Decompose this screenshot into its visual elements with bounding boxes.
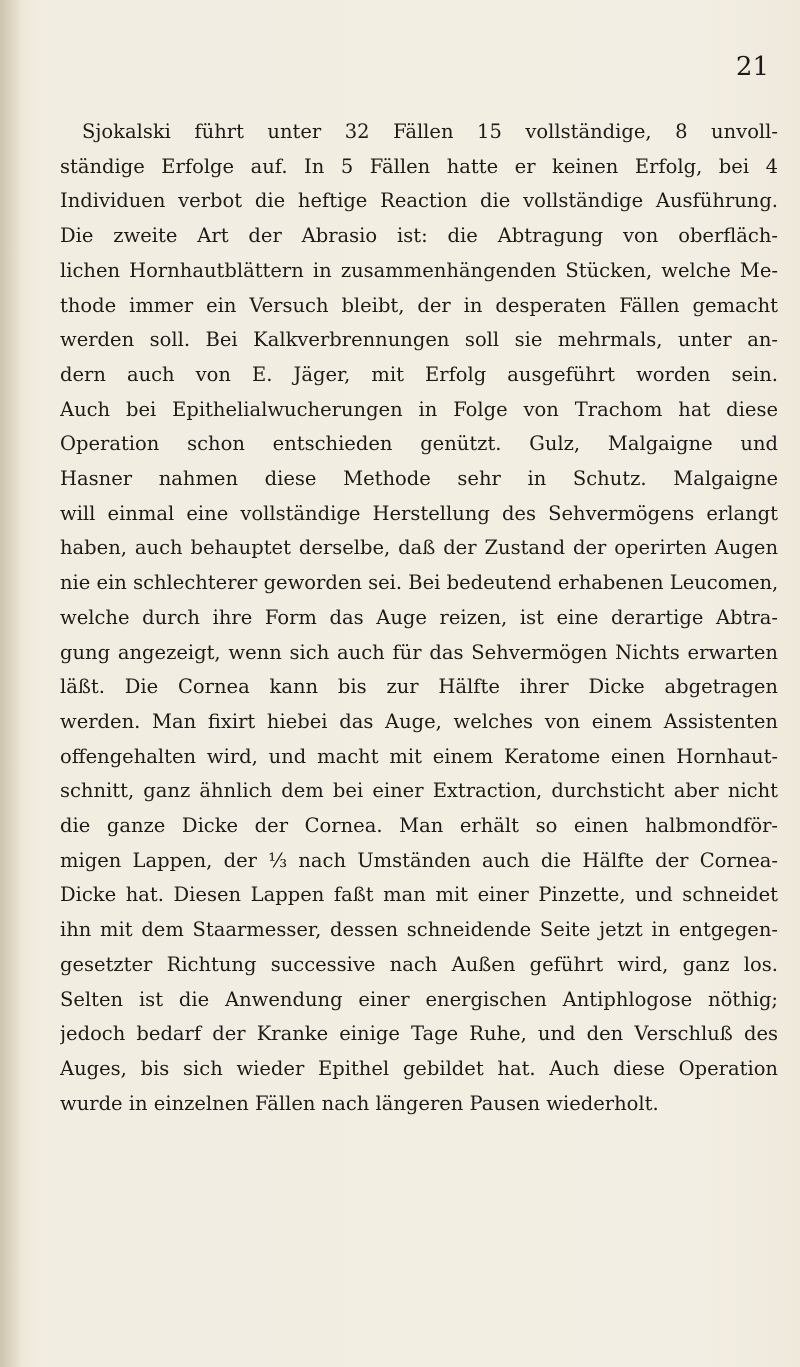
text-line: jedoch bedarf der Kranke einige Tage Ruhe, und den Verschluß des xyxy=(60,1022,778,1046)
text-line: werden soll. Bei Kalkverbrennungen soll sie mehrmals, unter an- xyxy=(60,328,778,352)
text-line: Individuen verbot die heftige Reaction die vollständige Ausführung. xyxy=(60,189,778,213)
text-line: Auges, bis sich wieder Epithel gebildet hat. Auch diese Operation xyxy=(60,1056,778,1080)
text-line: ständige Erfolge auf. In 5 Fällen hatte er keinen Erfolg, bei 4 xyxy=(60,154,778,178)
text-line: Auch bei Epithelialwucherungen in Folge von Trachom hat diese xyxy=(60,397,778,421)
text-line: Die zweite Art der Abrasio ist: die Abtragung von oberfläch- xyxy=(60,224,778,248)
text-line: die ganze Dicke der Cornea. Man erhält so einen halbmondför- xyxy=(60,814,778,838)
text-line: Sjokalski führt unter 32 Fällen 15 vollständige, 8 unvoll- xyxy=(82,120,778,143)
text-line: nie ein schlechterer geworden sei. Bei bedeutend erhabenen Leucomen, xyxy=(60,571,778,595)
text-line: wurde in einzelnen Fällen nach längeren Pausen wiederholt. xyxy=(60,1091,659,1115)
text-line: Dicke hat. Diesen Lappen faßt man mit einer Pinzette, und schneidet xyxy=(60,883,778,907)
text-line: dern auch von E. Jäger, mit Erfolg ausgeführt worden sein. xyxy=(60,362,778,386)
text-line: gung angezeigt, wenn sich auch für das Sehvermögen Nichts erwarten xyxy=(60,640,778,664)
text-line: lichen Hornhautblättern in zusammenhängenden Stücken, welche Me- xyxy=(60,258,778,282)
text-line: Operation schon entschieden genützt. Gulz, Malgaigne und xyxy=(60,432,778,456)
text-line: ihn mit dem Staarmesser, dessen schneidende Seite jetzt in entgegen- xyxy=(60,918,778,942)
page-fold-shadow xyxy=(0,0,22,1367)
body-text xyxy=(60,115,778,1121)
text-line: thode immer ein Versuch bleibt, der in desperaten Fällen gemacht xyxy=(60,293,778,317)
text-line: haben, auch behauptet derselbe, daß der Zustand der operirten Augen xyxy=(60,536,778,560)
text-line: offengehalten wird, und macht mit einem Keratome einen Hornhaut- xyxy=(60,744,778,768)
text-line: Hasner nahmen diese Methode sehr in Schutz. Malgaigne xyxy=(60,467,778,491)
text-line: Selten ist die Anwendung einer energischen Antiphlogose nöthig; xyxy=(60,987,778,1011)
text-line: gesetzter Richtung successive nach Außen geführt wird, ganz los. xyxy=(60,952,778,976)
text-line: werden. Man fixirt hiebei das Auge, welches von einem Assistenten xyxy=(60,709,778,733)
text-line: schnitt, ganz ähnlich dem bei einer Extraction, durchsticht aber nicht xyxy=(60,779,778,803)
text-line: läßt. Die Cornea kann bis zur Hälfte ihrer Dicke abgetragen xyxy=(60,675,778,699)
text-line: migen Lappen, der ⅓ nach Umständen auch die Hälfte der Cornea- xyxy=(60,848,778,872)
text-line: will einmal eine vollständige Herstellung des Sehvermögens erlangt xyxy=(60,501,778,525)
page-number: 21 xyxy=(735,52,769,82)
text-line: welche durch ihre Form das Auge reizen, ist eine derartige Abtra- xyxy=(60,605,778,629)
